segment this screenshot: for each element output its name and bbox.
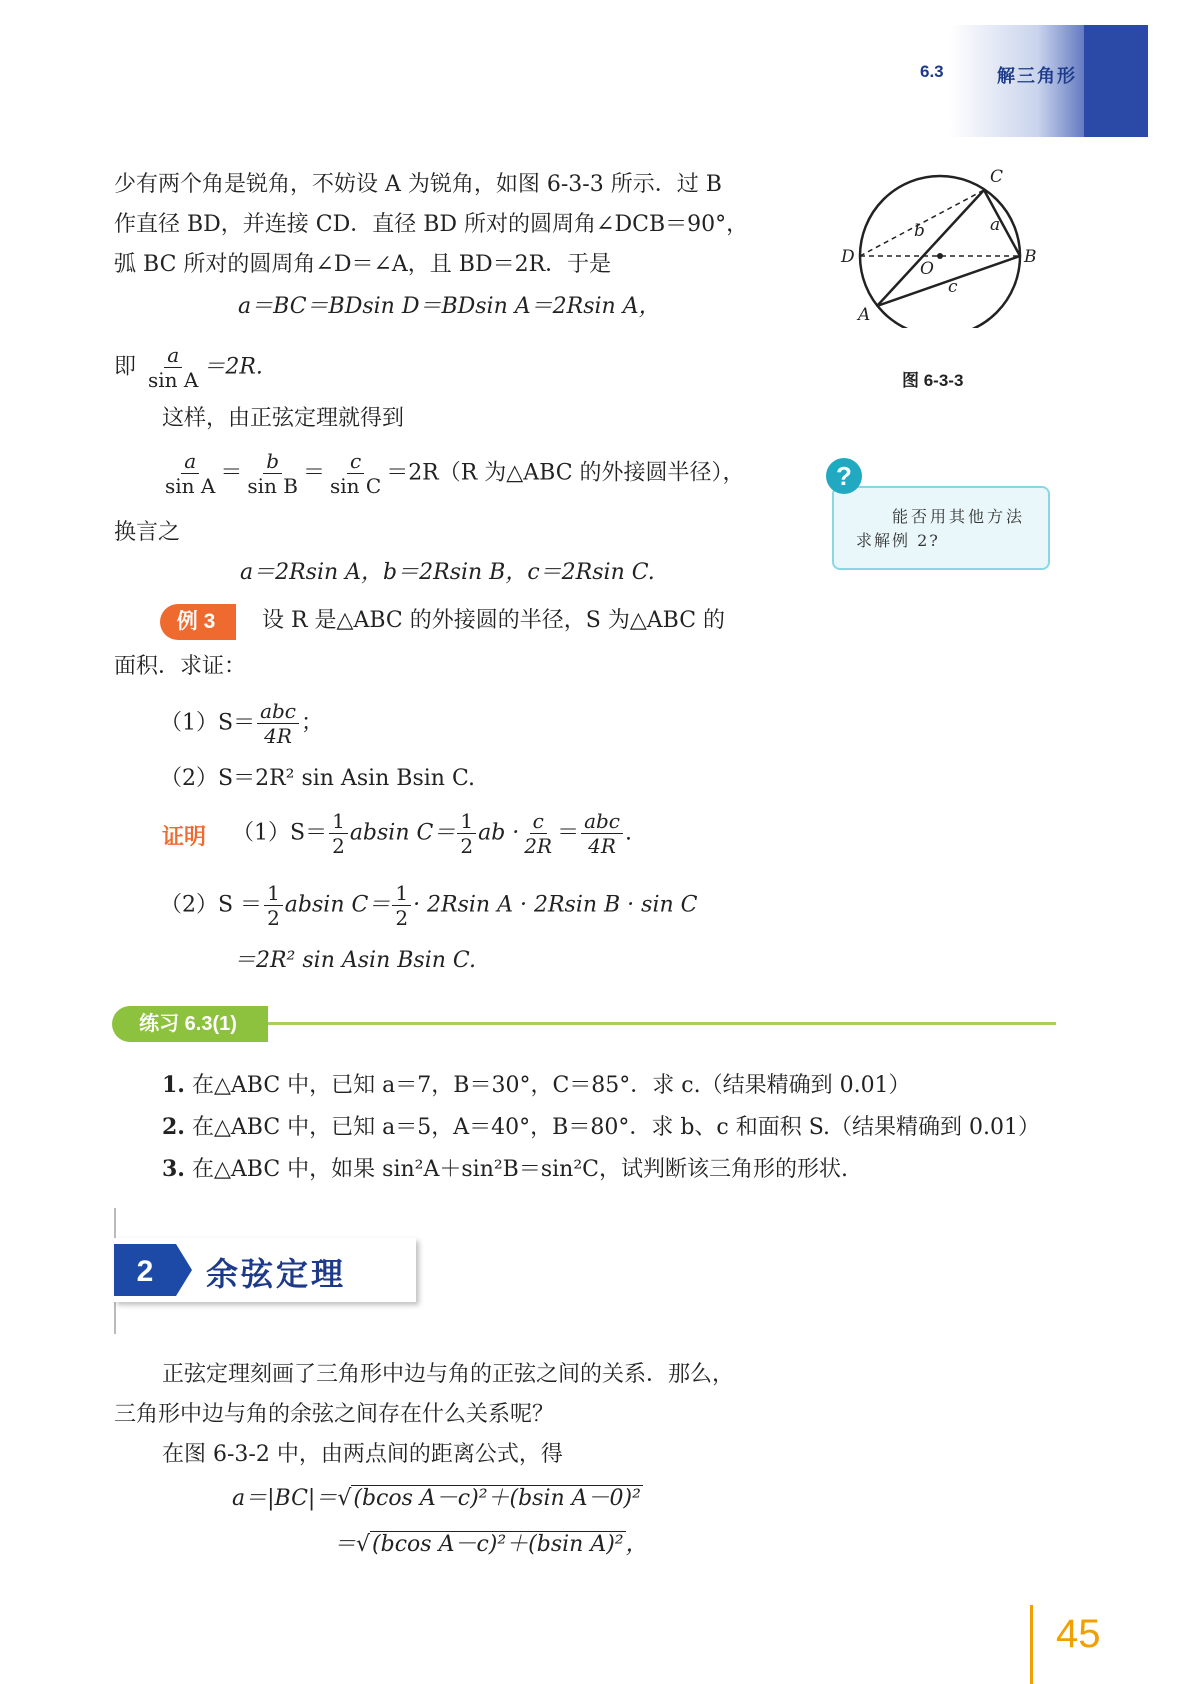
equation-6: ＝√(bcos A－c)²＋(bsin A)²， bbox=[334, 1532, 648, 1557]
para3: 换言之 bbox=[114, 520, 181, 545]
practice-item-2: 2. 在△ABC 中，已知 a＝5，A＝40°，B＝80°．求 b、c 和面积 S.（结果精确到 0.01） bbox=[162, 1114, 1040, 1140]
example-item2: （2）S＝2R² sin Asin Bsin C. bbox=[160, 766, 476, 791]
center-point bbox=[937, 253, 943, 259]
para2: 这样，由正弦定理就得到 bbox=[162, 406, 405, 431]
section-arrow-icon bbox=[114, 1244, 194, 1296]
practice-badge-edge bbox=[262, 1006, 268, 1042]
example-badge: 例 3 bbox=[160, 604, 232, 640]
label-D: D bbox=[841, 247, 855, 267]
proof-line2: （2）S ＝ $\frac{1}{2}$ absin C＝ $\frac{1}{2}$ · 2Rsin A · 2Rsin B · sin C bbox=[160, 881, 698, 930]
eq2-fraction: $\frac{a}{\text{sin A}}$ bbox=[148, 343, 199, 392]
section-number: 2 bbox=[136, 1255, 154, 1288]
para4-line3: 在图 6-3-2 中，由两点间的距离公式，得 bbox=[162, 1442, 563, 1467]
header-section-number: 6.3 bbox=[920, 62, 944, 81]
header-section-title: 解三角形 bbox=[997, 66, 1077, 86]
practice-divider bbox=[260, 1022, 1056, 1025]
think-box-line1: 能否用其他方法 bbox=[892, 507, 1026, 526]
example-item1: （1）S＝ $\frac{\text{abc}}{4R}$ ； bbox=[160, 699, 324, 748]
label-c: c bbox=[948, 277, 958, 297]
para1-line1: 少有两个角是锐角，不妨设 A 为锐角，如图 6-3-3 所示．过 B bbox=[114, 172, 722, 197]
label-C: C bbox=[990, 168, 1004, 187]
page-number-bar bbox=[1030, 1605, 1033, 1684]
label-O: O bbox=[920, 259, 934, 279]
circumcircle bbox=[860, 176, 1020, 328]
example-badge-edge bbox=[230, 604, 236, 640]
para4-line2: 三角形中边与角的余弦之间存在什么关系呢？ bbox=[114, 1402, 555, 1427]
example-text-line2: 面积．求证： bbox=[114, 654, 247, 679]
circle-figure bbox=[840, 168, 1060, 328]
practice-badge: 练习 6.3(1) bbox=[112, 1006, 264, 1042]
header-band bbox=[1084, 25, 1148, 137]
equation-4: a＝2Rsin A，b＝2Rsin B，c＝2Rsin C. bbox=[240, 560, 655, 585]
figure-caption: 图 6-3-3 bbox=[902, 371, 964, 390]
think-box-line2: 求解例 2? bbox=[856, 531, 940, 550]
label-B: B bbox=[1024, 247, 1037, 267]
para1-line2: 作直径 BD，并连接 CD．直径 BD 所对的圆周角∠DCB＝90°， bbox=[114, 212, 749, 237]
practice-item-3: 3. 在△ABC 中，如果 sin²A＋sin²B＝sin²C，试判断该三角形的形状. bbox=[162, 1156, 848, 1182]
proof-line1: （1）S＝ $\frac{1}{2}$ absin C＝ $\frac{1}{2}$ ab · $\frac{c}{2R}$ ＝ $\frac{\text{abc}}{4R}$ . bbox=[232, 809, 633, 858]
example-text-line1: 设 R 是△ABC 的外接圆的半径，S 为△ABC 的 bbox=[262, 608, 726, 633]
equation-1: a＝BC＝BDsin D＝BDsin A＝2Rsin A， bbox=[238, 294, 661, 319]
equation-2 bbox=[114, 344, 263, 391]
practice-item-1: 1. 在△ABC 中，已知 a＝7，B＝30°，C＝85°．求 c.（结果精确到 0.01） bbox=[162, 1072, 911, 1098]
eq3-rhs: ＝2R（R 为△ABC 的外接圆半径）， bbox=[386, 460, 745, 486]
para4-line1: 正弦定理刻画了三角形中边与角的正弦之间的关系．那么， bbox=[162, 1362, 735, 1387]
label-A: A bbox=[858, 305, 871, 325]
para1-line3: 弧 BC 所对的圆周角∠D＝∠A，且 BD＝2R．于是 bbox=[114, 252, 612, 277]
proof-line3: ＝2R² sin Asin Bsin C. bbox=[234, 948, 476, 973]
eq2-prefix: 即 bbox=[114, 354, 137, 380]
question-icon: ? bbox=[826, 458, 862, 494]
label-b: b bbox=[914, 221, 925, 241]
equation-5: a＝|BC|＝√(bcos A－c)²＋(bsin A－0)² bbox=[232, 1486, 641, 1511]
section-title: 余弦定理 bbox=[206, 1256, 347, 1292]
eq2-rhs: ＝2R. bbox=[203, 354, 263, 380]
label-a: a bbox=[990, 215, 1001, 235]
page-number: 45 bbox=[1056, 1612, 1101, 1656]
proof-label: 证明 bbox=[162, 824, 207, 849]
equation-3: $\frac{a}{\text{sin A}}$ ＝ $\frac{b}{\text{sin B}}$ ＝ $\frac{c}{\text{sin C}}$ ＝2R（R 为△ABC 的外接圆半径）， bbox=[165, 449, 745, 498]
